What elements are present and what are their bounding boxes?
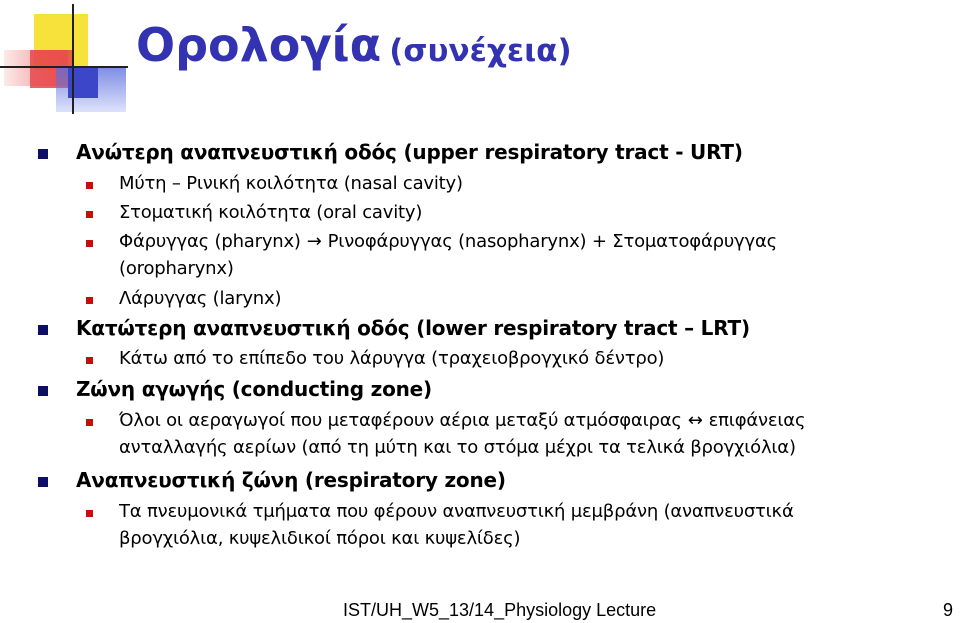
bullet-square-icon	[38, 386, 48, 396]
page-number: 9	[943, 600, 954, 620]
pharynx-text: Φάρυγγας (pharynx)	[119, 231, 301, 252]
bullet-small-square-icon	[86, 297, 93, 304]
list-item-conducting-zone: Ζώνη αγωγής (conducting zone)	[76, 377, 432, 401]
list-item-lung-parts: Τα πνευμονικά τμήματα που φέρουν αναπνευστική μεμβράνη (αναπνευστικά	[119, 501, 794, 522]
decorative-vertical-line	[72, 4, 74, 114]
surface-text: επιφάνειας	[708, 410, 806, 431]
list-item-pharynx	[119, 229, 777, 255]
bullet-small-square-icon	[86, 357, 93, 364]
bullet-small-square-icon	[86, 211, 93, 218]
arrow-left-right-icon: ↔	[687, 410, 703, 431]
arrow-right-icon: →	[306, 231, 322, 252]
list-item-upper-respiratory-tract: Ανώτερη αναπνευστική οδός (upper respiratory tract - URT)	[76, 140, 743, 164]
list-item-airways	[119, 408, 805, 434]
slide-title-main: Ορολογία	[136, 18, 382, 72]
list-item-lung-parts-continuation: βρογχιόλια, κυψελιδικοί πόροι και κυψελίδες)	[119, 528, 521, 549]
list-item-pharynx-continuation: (oropharynx)	[119, 258, 234, 279]
list-item-respiratory-zone: Αναπνευστική ζώνη (respiratory zone)	[76, 468, 506, 492]
list-item-oral-cavity: Στοματική κοιλότητα (oral cavity)	[119, 202, 423, 223]
bullet-square-icon	[38, 149, 48, 159]
list-item-larynx: Λάρυγγας (larynx)	[119, 288, 282, 309]
bullet-square-icon	[38, 325, 48, 335]
slide-title-suffix: (συνέχεια)	[389, 33, 572, 69]
footer-label: IST/UH_W5_13/14_Physiology Lecture	[343, 600, 657, 620]
bullet-square-icon	[38, 477, 48, 487]
slide-title	[136, 18, 572, 72]
list-item-airways-continuation: ανταλλαγής αερίων (από τη μύτη και το στόμα μέχρι τα τελικά βρογχιόλια)	[119, 437, 796, 458]
bullet-small-square-icon	[86, 419, 93, 426]
airways-text: Όλοι οι αεραγωγοί που μεταφέρουν αέρια μεταξύ ατμόσφαιρας	[119, 410, 682, 431]
bullet-small-square-icon	[86, 182, 93, 189]
decorative-horizontal-line	[0, 66, 128, 68]
list-item-nasal-cavity: Μύτη – Ρινική κοιλότητα (nasal cavity)	[119, 173, 463, 194]
list-item-below-larynx: Κάτω από το επίπεδο του λάρυγγα (τραχειοβρογχικό δέντρο)	[119, 348, 665, 369]
bullet-small-square-icon	[86, 510, 93, 517]
nasopharynx-text: Ρινοφάρυγγας (nasopharynx) + Στοματοφάρυγγας	[327, 231, 777, 252]
list-item-lower-respiratory-tract: Κατώτερη αναπνευστική οδός (lower respiratory tract – LRT)	[76, 316, 750, 340]
bullet-small-square-icon	[86, 240, 93, 247]
